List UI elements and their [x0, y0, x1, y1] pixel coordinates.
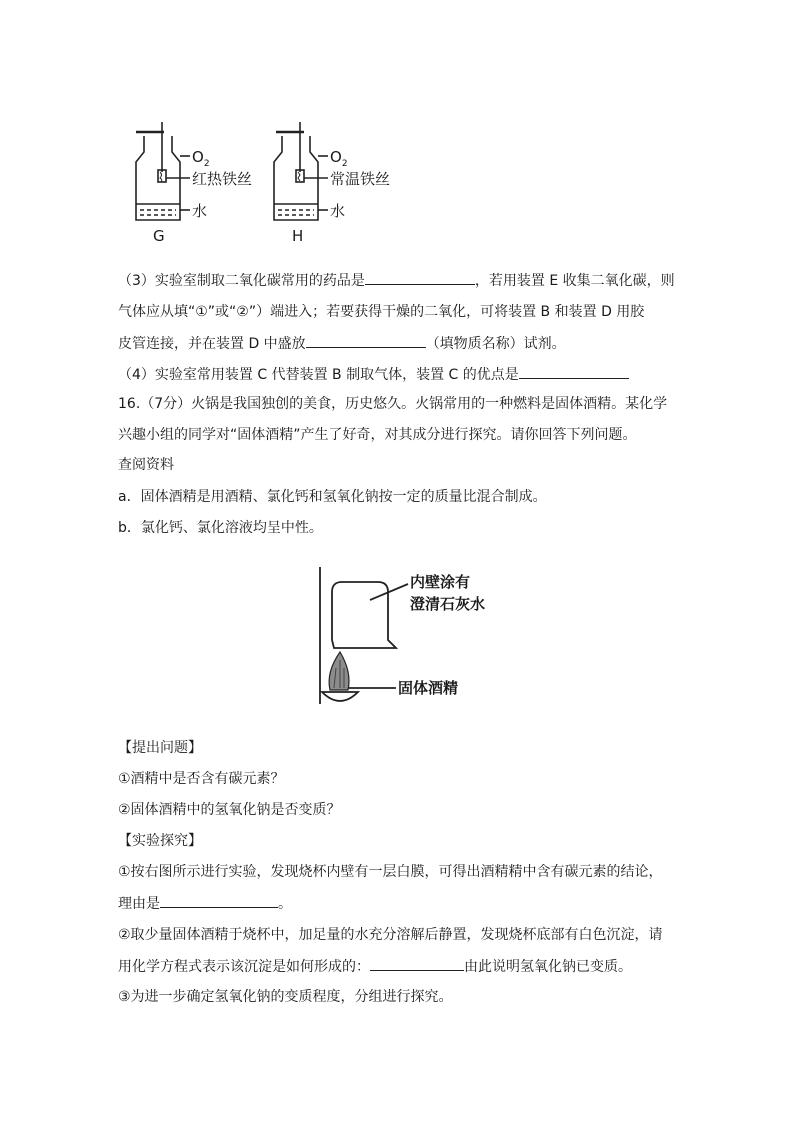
experiment-p2-line-2 [118, 956, 632, 977]
experiment-p3-line-1: ③为进一步确定氢氧化钠的变质程度，分组进行探究。 [118, 989, 453, 1005]
q3-line-3 [118, 333, 566, 354]
q3-text-1a: （3）实验室制取二氧化碳常用的药品是 [118, 273, 365, 289]
q3-blank-reagent[interactable] [365, 270, 475, 285]
experiment-p1-text-b: 。 [278, 896, 292, 912]
experiment-blank-reason[interactable] [160, 893, 278, 908]
raise-question-2: ②固体酒精中的氢氧化钠是否变质？ [118, 802, 341, 818]
bottle-g-o2-label: $O_2$ [192, 148, 210, 169]
bottle-h [274, 122, 328, 220]
q3-text-3b: （填物质名称）试剂。 [425, 336, 566, 352]
q3-line-2: 气体应从填“①”或“②”）端进入；若要获得干燥的二氧化，可将装置 B 和装置 D 用胶 [118, 304, 645, 320]
q16-line-5: b．氯化钙、氯化溶液均呈中性。 [118, 520, 323, 536]
bottle-h-wire-label: 常温铁丝 [330, 170, 391, 188]
experiment-heading: 【实验探究】 [118, 833, 202, 849]
experiment-p2-text-b: 由此说明氢氧化钠已变质。 [464, 959, 632, 975]
bottle-h-water-label: 水 [330, 202, 346, 220]
experiment-p1-text-a: 理由是 [118, 896, 160, 912]
q16-line-3: 查阅资料 [118, 457, 174, 473]
raise-question-1: ①酒精中是否含有碳元素？ [118, 771, 285, 787]
q3-text-3a: 皮管连接，并在装置 D 中盛放 [118, 336, 306, 352]
bottle-h-o2-label: $O_2$ [330, 148, 348, 169]
q3-line-1 [118, 270, 675, 291]
solid-alcohol-label: 固体酒精 [398, 679, 459, 697]
bottle-g-water-label: 水 [192, 202, 208, 220]
experiment-p2-line-1: ②取少量固体酒精于烧杯中，加足量的水充分溶解后静置，发现烧杯底部有白色沉淀，请 [118, 927, 663, 943]
bottle-h-caption: H [292, 227, 304, 245]
bottle-g-wire-label: 红热铁丝 [192, 170, 253, 188]
bottle-g [136, 122, 190, 220]
q4-line-1 [118, 364, 629, 385]
bottle-g-caption: G [153, 227, 165, 245]
q16-line-2: 兴趣小组的同学对“固体酒精”产生了好奇，对其成分进行探究。请你回答下列问题。 [118, 427, 637, 443]
q3-blank-drying-agent[interactable] [306, 333, 426, 348]
experiment-blank-equation[interactable] [370, 956, 464, 971]
experiment-p1-line-2 [118, 893, 292, 914]
experiment-p1-line-1: ①按右图所示进行实验，发现烧杯内壁有一层白膜，可得出酒精精中含有碳元素的结论， [118, 864, 663, 880]
q16-line-4: a．固体酒精是用酒精、氯化钙和氢氧化钠按一定的质量比混合制成。 [118, 489, 547, 505]
flame-icon [329, 652, 349, 690]
experiment-p2-text-a: 用化学方程式表示该沉淀是如何形成的： [118, 959, 370, 975]
q4-text-1a: （4）实验室常用装置 C 代替装置 B 制取气体，装置 C 的优点是 [118, 367, 519, 383]
beaker-wall-label-1: 内壁涂有 [410, 573, 471, 591]
raise-question-heading: 【提出问题】 [118, 740, 202, 756]
q16-line-1: 16.（7分）火锅是我国独创的美食，历史悠久。火锅常用的一种燃料是固体酒精。某化学 [118, 396, 668, 412]
q3-text-1b: ，若用装置 E 收集二氧化碳，则 [474, 273, 675, 289]
beaker-wall-label-2: 澄清石灰水 [410, 595, 486, 613]
q4-blank-advantage[interactable] [519, 364, 629, 379]
